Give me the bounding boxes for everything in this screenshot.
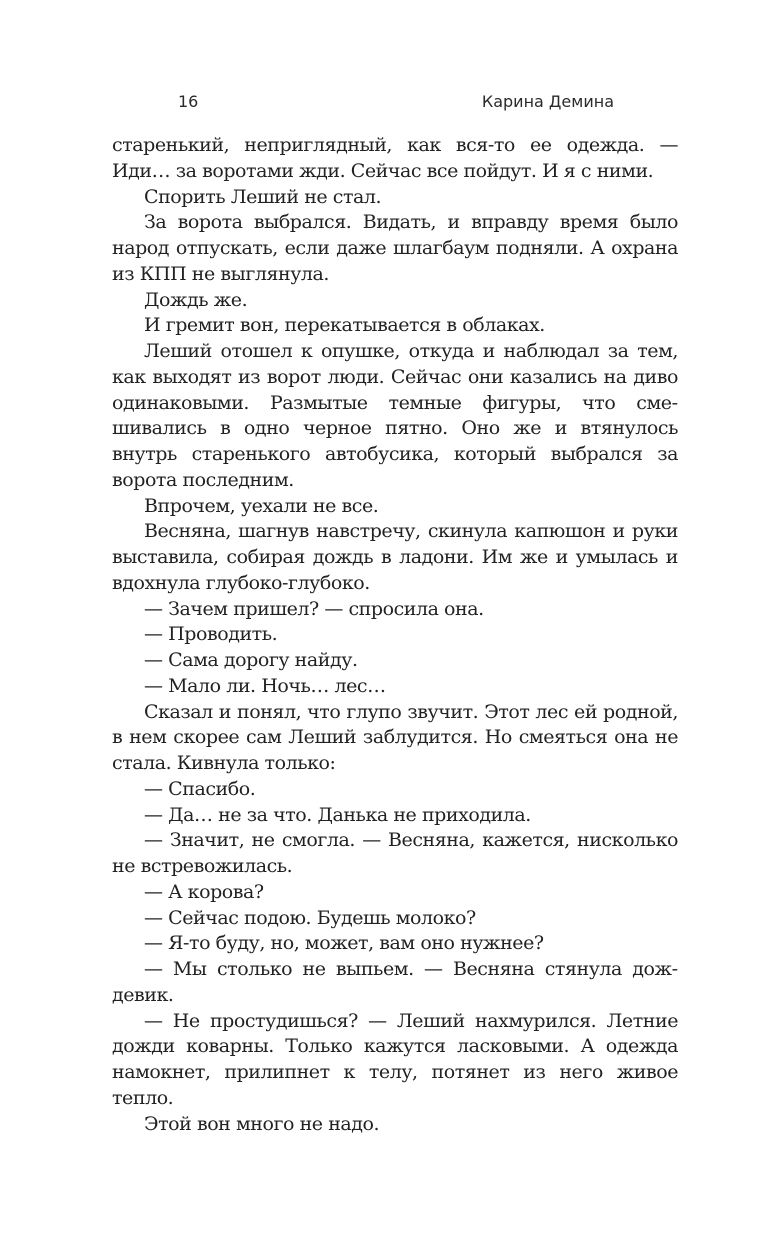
dialogue-line: — Да… не за что. Данька не приходила. — [144, 803, 531, 826]
dialogue-line: — Спасибо. — [144, 777, 256, 800]
paragraph: Спорить Леший не стал. — [144, 185, 382, 208]
running-head — [112, 90, 614, 116]
dialogue-line: — Мало ли. Ночь… лес… — [144, 674, 386, 697]
dialogue-line: — Сейчас подою. Будешь молоко? — [144, 906, 476, 929]
dialogue-line: — Зачем пришел? — спросила она. — [144, 597, 484, 620]
page-number: 16 — [178, 92, 199, 111]
paragraph: Этой вон много не надо. — [144, 1112, 380, 1135]
paragraph: За ворота выбрался. Видать, и вправду время было народ отпускать, если даже шлагбаум подняли. А охрана из КПП не выглянула. — [112, 211, 678, 285]
body-text — [112, 133, 678, 1137]
dialogue-line: — Проводить. — [144, 623, 278, 646]
paragraph: Впрочем, уехали не все. — [144, 494, 379, 517]
dialogue-line: — Мы столько не выпьем. — Весняна стянула дождевик. — [112, 958, 678, 1006]
dialogue-line: — Значит, не смогла. — Весняна, кажется, нисколько не встревожилась. — [112, 829, 678, 877]
dialogue-line: — Сама дорогу найду. — [144, 649, 358, 671]
paragraph: старенький, неприглядный, как вся-то ее одежда. — Иди… за воротами жди. Сейчас все пойдут. И я с ними. — [112, 134, 678, 182]
dialogue-line: — Не простудишься? — Леший нахмурился. Летние дожди коварны. Только кажутся ласковыми. А одежда намокнет, прилипнет к телу, потянет из него живое тепло. — [112, 1009, 678, 1109]
paragraph: И гремит вон, перекатывается в облаках. — [144, 314, 545, 337]
dialogue-line: — А корова? — [144, 880, 264, 903]
paragraph: Дождь же. — [144, 288, 248, 311]
dialogue-line: — Я-то буду, но, может, вам оно нужнее? — [144, 932, 544, 955]
running-head-author: Карина Демина — [481, 92, 614, 111]
paragraph: Леший отошел к опушке, откуда и наблюдал за тем, как выходят из ворот люди. Сейчас они казались на диво одинаковыми. Размытые темные фигуры, что смешивались в одно черное пятно. Оно же и втянулось внутрь старенького автобусика, который выбрался за ворота последним. — [112, 340, 678, 491]
paragraph: Весняна, шагнув навстречу, скинула капюшон и руки выставила, собирая дождь в ладони. Им же и умылась и вдохнула глубоко-глубоко. — [112, 520, 678, 594]
paragraph: Сказал и понял, что глупо звучит. Этот лес ей родной, в нем скорее сам Леший заблудится. Но смеяться она не стала. Кивнула только: — [112, 700, 678, 774]
